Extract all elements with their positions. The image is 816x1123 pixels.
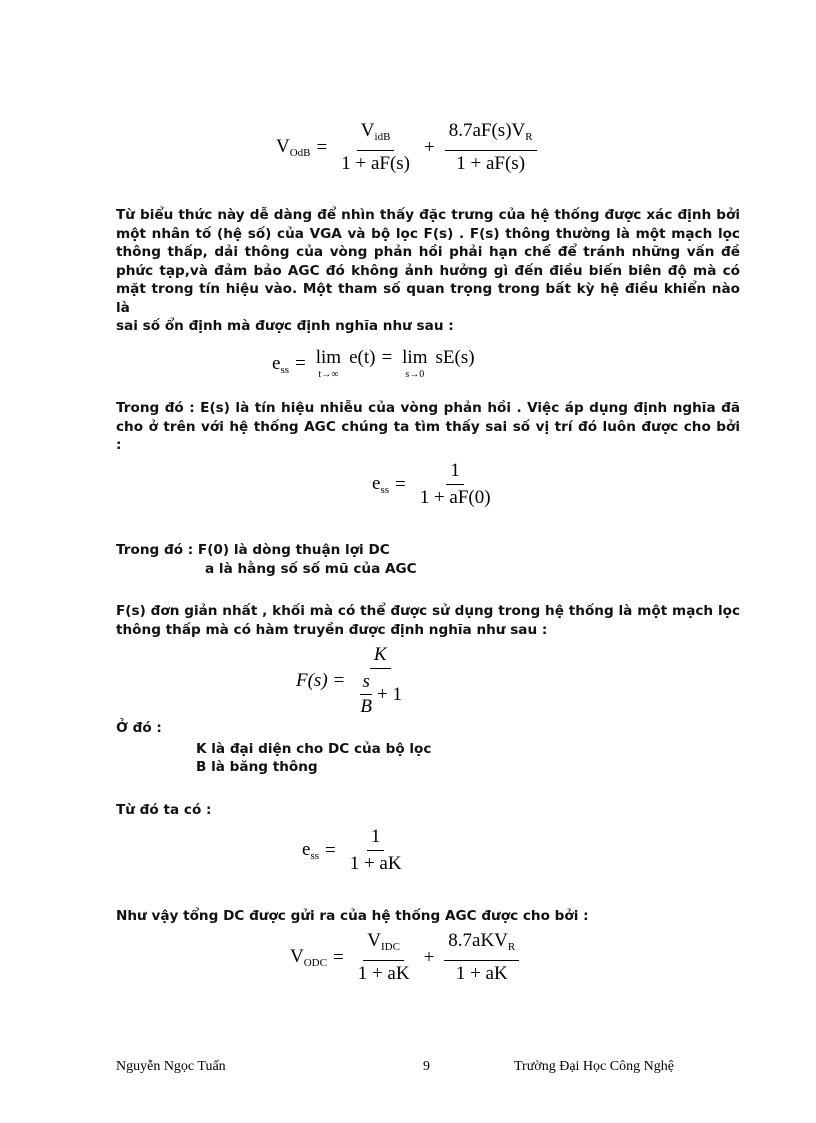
- text-line: Từ đó ta có :: [116, 802, 212, 818]
- eq5-lhs: $e_{ss}$: [302, 839, 319, 862]
- eq2-limit-s: lim s→0: [402, 347, 428, 380]
- paragraph-where-kb: [116, 719, 431, 777]
- equation-ess-limit: $e_{ss}$ = lim t→∞ e(t) = lim s→0 sE(s): [272, 347, 475, 380]
- text-line: Trong đó : F(0) là dòng thuận lợi DC: [116, 542, 390, 558]
- paragraph-lowpass: [116, 602, 740, 639]
- eq2-limit-t: lim t→∞: [315, 347, 342, 380]
- equation-vodb: $V_{OdB}$ = $\frac{V_{idB}}{1 + aF(s)}$ + $\frac{8.7aF(s)V_R}{1 + aF(s)}$: [276, 120, 541, 175]
- equation-vodc: $V_{ODC}$ = $\frac{V_{IDC}}{1 + aK}$ + $\frac{8.7aKV_R}{1 + aK}$: [290, 930, 523, 985]
- eq6-fraction-1: $\frac{V_{IDC}}{1 + aK}$: [357, 930, 410, 984]
- text-line: a là hằng số số mũ của AGC: [205, 560, 417, 577]
- paragraph-where-f0: [116, 541, 417, 578]
- text-line: thông thấp mà có hàm truyền được định nghĩa như sau :: [116, 621, 548, 638]
- eq5-fraction: $\frac{1}{1 + aK}$: [349, 826, 402, 874]
- text-line: phức tạp,và đảm bảo AGC đó không ảnh hưởng gì đến điều biến biên độ mà có: [116, 262, 740, 279]
- text-line: Như vậy tổng DC được gửi ra của hệ thống AGC được cho bởi :: [116, 908, 589, 924]
- paragraph-total-dc: [116, 907, 589, 926]
- text-line: sai số ổn định mà được định nghĩa như sau :: [116, 318, 454, 334]
- eq4-fraction: K $\frac{s}{B}$ + 1: [360, 644, 402, 717]
- paragraph-intro: [116, 206, 740, 336]
- text-line: F(s) đơn giản nhất , khối mà có thể được sử dụng trong hệ thống là một mạch lọc: [116, 603, 740, 619]
- text-line: một nhân tố (hệ số) của VGA và bộ lọc F(s) . F(s) thông thường là một mạch lọc: [116, 225, 740, 242]
- eq1-fraction-2: $\frac{8.7aF(s)V_R}{1 + aF(s)}$: [445, 120, 537, 175]
- eq2-lhs: $e_{ss}$: [272, 352, 289, 376]
- text-line: Ở đó :: [116, 720, 162, 736]
- paragraph-where-e: [116, 399, 740, 455]
- eq6-fraction-2: $\frac{8.7aKV_R}{1 + aK}$: [444, 930, 519, 985]
- equation-fs: F(s) = K $\frac{s}{B}$ + 1: [296, 644, 410, 718]
- eq1-lhs: $V_{OdB}$: [276, 136, 311, 159]
- footer-author: Nguyễn Ngọc Tuấn: [116, 1059, 226, 1074]
- text-line: mặt trong tín hiệu vào. Một tham số quan trọng trong bất kỳ hệ điều khiển nào là: [116, 281, 740, 316]
- text-line: B là băng thông: [196, 759, 318, 775]
- equation-ess-f0: $e_{ss}$ = $\frac{1}{1 + aF(0)}$: [372, 460, 499, 509]
- eq6-lhs: $V_{ODC}$: [290, 946, 327, 969]
- eq1-fraction-1: $\frac{V_{idB}}{1 + aF(s)}$: [341, 120, 410, 174]
- eq3-fraction: $\frac{1}{1 + aF(0)}$: [419, 460, 491, 508]
- text-line: Từ biểu thức này dễ dàng để nhìn thấy đặc trưng của hệ thống được xác định bởi: [116, 207, 740, 223]
- paragraph-therefore: [116, 801, 211, 820]
- text-line: Trong đó : E(s) là tín hiệu nhiễu của vòng phản hồi . Việc áp dụng định nghĩa đã: [116, 400, 740, 416]
- text-line: K là đại diện cho DC của bộ lọc: [196, 740, 432, 757]
- footer-page-number: 9: [423, 1059, 430, 1074]
- eq3-lhs: $e_{ss}$: [372, 473, 389, 496]
- text-line: cho ở trên với hệ thống AGC chúng ta tìm thấy sai số vị trí đó luôn được cho bởi: [116, 418, 740, 435]
- text-line: thông thấp, dải thông của vòng phản hồi phải hạn chế để tránh những vấn đề: [116, 244, 740, 260]
- equation-ess-k: $e_{ss}$ = $\frac{1}{1 + aK}$: [302, 826, 410, 875]
- footer-school: Trường Đại Học Công Nghệ: [514, 1059, 674, 1074]
- text-line: :: [116, 437, 122, 453]
